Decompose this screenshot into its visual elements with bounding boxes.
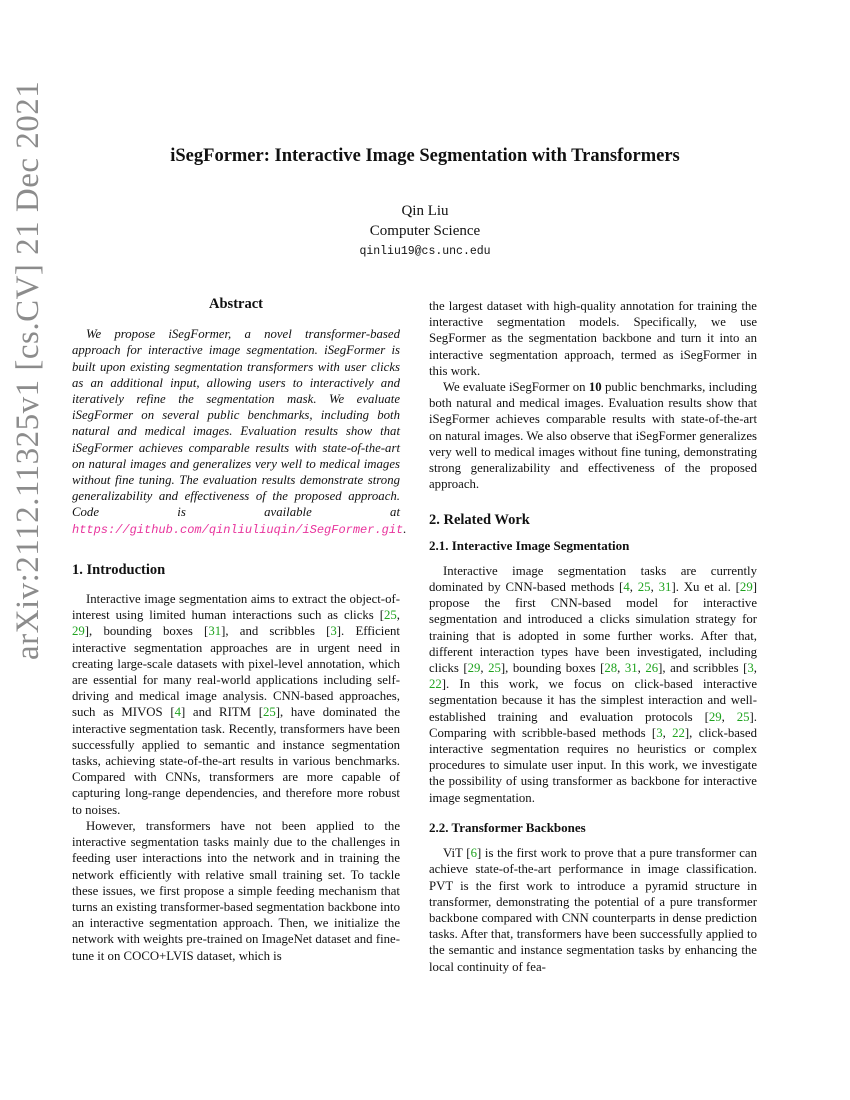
text-run: , (396, 608, 400, 623)
text-run: ], click-based interactive segmentation requires no heuristics or complex procedures to simulate user input. In this work, we investigate the possibility of using transformer as backbone for interactive image segmentation. (429, 725, 757, 805)
citation-link[interactable]: 28 (604, 661, 618, 676)
author-affiliation: Computer Science (369, 223, 481, 239)
text-run: , (662, 725, 673, 740)
intro-paragraph-3 (429, 379, 757, 492)
text-run: ViT [ (443, 846, 471, 861)
related-work-paragraph-1 (429, 563, 757, 806)
text-run: ] is the first work to prove that a pure transformer can achieve state-of-the-art performance in image classification. PVT is the first work to introduce a pyramid structure in transformer, demonstrating the potential of a pure transformer backbone compared with CNN counterparts in dense prediction tasks. After that, transformers have been successfully applied to the semantic and instance segmentation tasks by enhancing the local continuity of fea- (429, 846, 757, 974)
text-run: , (629, 580, 638, 595)
abstract-body: We propose iSegFormer, a novel transformer-based approach for interactive image segmentation. iSegFormer is built upon existing segmentation transformers with user clicks as an additional input, allowing users to interactively and iteratively refine the segmentation mask. We evaluate iSegFormer on several public benchmarks, including both natural and medical images. Evaluation results show that iSegFormer achieves comparable results with state-of-the-art on natural images and generalizes very well to medical images without fine tuning. The evaluation results demonstrate strong generalizability and effectiveness of the proposed approach. Code is available at (72, 327, 400, 520)
citation-link[interactable]: 25 (637, 580, 651, 595)
code-link[interactable]: https://github.com/qinliuliuqin/iSegFormer.git (72, 522, 404, 537)
citation-link[interactable]: 25 (488, 661, 501, 676)
author-name: Qin Liu (401, 203, 449, 219)
citation-link[interactable]: 31 (624, 661, 638, 676)
citation-link[interactable]: 31 (208, 624, 222, 639)
intro-paragraph-2-continued: the largest dataset with high-quality annotation for training the interactive segmentation models. Specifically, we use SegFormer as the segmentation backbone and turn it into an interactive segmentation approach, termed as iSegFormer in this work. (429, 299, 757, 378)
citation-link[interactable]: 29 (467, 661, 481, 676)
text-run: ]. Comparing with scribble-based methods [ (429, 709, 757, 740)
arxiv-stamp: arXiv:2112.11325v1 [cs.CV] 21 Dec 2021 (10, 80, 46, 660)
citation-link[interactable]: 29 (72, 624, 85, 639)
citation-link[interactable]: 22 (672, 725, 685, 740)
citation-link[interactable]: 29 (739, 580, 753, 595)
text-run: Interactive image segmentation aims to extract the object-of-interest using limited human interactions such as clicks [ (72, 592, 400, 623)
citation-link[interactable]: 3 (330, 624, 337, 639)
citation-link[interactable]: 22 (429, 677, 442, 692)
text-run: Interactive image segmentation tasks are currently dominated by CNN-based methods [ (429, 563, 757, 595)
abstract-end: . (403, 521, 407, 536)
citation-link[interactable]: 4 (623, 580, 630, 595)
intro-paragraph-1 (72, 591, 400, 818)
subsection-heading-transformer-backbones: 2.2. Transformer Backbones (429, 819, 586, 835)
text-run: ]. Xu et al. [ (671, 580, 740, 595)
citation-link[interactable]: 3 (656, 725, 663, 740)
text-run: ] and RITM [ (181, 705, 263, 720)
citation-link[interactable]: 26 (645, 661, 659, 676)
citation-link[interactable]: 4 (174, 705, 181, 720)
text-run: ] propose the first CNN-based model for interactive segmentation and introduced a clicks simulation strategy for training that is adopted in some further works. After that, different interaction types have been investigated, including clicks [ (429, 580, 757, 676)
citation-link[interactable]: 25 (262, 705, 276, 720)
text-run: , (650, 580, 659, 595)
text-run: , (617, 661, 625, 676)
benchmark-count: 10 (588, 380, 602, 395)
subsection-heading-interactive-segmentation: 2.1. Interactive Image Segmentation (429, 537, 630, 553)
text-run: ]. In this work, we focus on click-based interactive segmentation because it has the simplest interaction and well-established training and evaluation protocols [ (429, 677, 757, 724)
text-run: ], have dominated the interactive segmentation task. Recently, transformers have been successfully applied to semantic and instance segmentation tasks, achieving state-of-the-art results in various benchmarks. Compared with CNNs, transformers are more capable of capturing long-range dependencies, and therefore more robust to noises. (72, 705, 401, 817)
text-run: ], bounding boxes [ (84, 624, 209, 639)
text-run: ], and scribbles [ (658, 661, 748, 676)
paper-title: iSegFormer: Interactive Image Segmentation with Transformers (170, 146, 680, 166)
citation-link[interactable]: 25 (384, 608, 397, 623)
citation-link[interactable]: 25 (736, 709, 750, 724)
text-run: public benchmarks, including both natural and medical images. Evaluation results show that iSegFormer achieves comparable results with state-of-the-art on natural images. We also observe that iSegFormer generalizes very well to medical images without fine tuning, demonstrating strong generalizability and effectiveness of the proposed approach. (429, 380, 757, 492)
intro-paragraph-2: However, transformers have not been applied to the interactive segmentation tasks mainly due to the challenges in feeding user interactions into the network and in training the network efficiently with relative small training set. To tackle these issues, we first propose a simple feeding mechanism that turns an existing transformer-based segmentation backbone into an interactive segmentation approach. Then, we initialize the network with weights pre-trained on ImageNet dataset and fine-tune it on COCO+LVIS dataset, which is (72, 818, 400, 963)
section-heading-related-work: 2. Related Work (429, 512, 530, 529)
citation-link[interactable]: 31 (658, 580, 672, 595)
citation-link[interactable]: 6 (470, 846, 477, 861)
text-run: ], bounding boxes [ (500, 661, 605, 676)
text-run: , (753, 661, 757, 676)
text-run: We evaluate iSegFormer on (443, 380, 589, 395)
section-heading-introduction: 1. Introduction (72, 561, 166, 578)
text-run: ]. Efficient interactive segmentation approaches are in urgent need in creating large-scale datasets with pixel-level annotation, which are essential for many real-world applications including self-driving and medical image analysis. CNN-based approaches, such as MIVOS [ (72, 624, 400, 720)
citation-link[interactable]: 29 (708, 709, 722, 724)
related-work-paragraph-2 (429, 845, 757, 975)
citation-link[interactable]: 3 (747, 661, 754, 676)
left-column (72, 296, 407, 964)
text-run: , (721, 709, 737, 724)
right-column (429, 298, 757, 975)
text-run: , (480, 661, 489, 676)
abstract-heading: Abstract (209, 296, 263, 312)
text-run: , (637, 661, 646, 676)
author-email[interactable]: qinliu19@cs.unc.edu (359, 245, 491, 258)
abstract-text (72, 326, 407, 538)
text-run: ], and scribbles [ (221, 624, 331, 639)
author-block (0, 201, 850, 260)
